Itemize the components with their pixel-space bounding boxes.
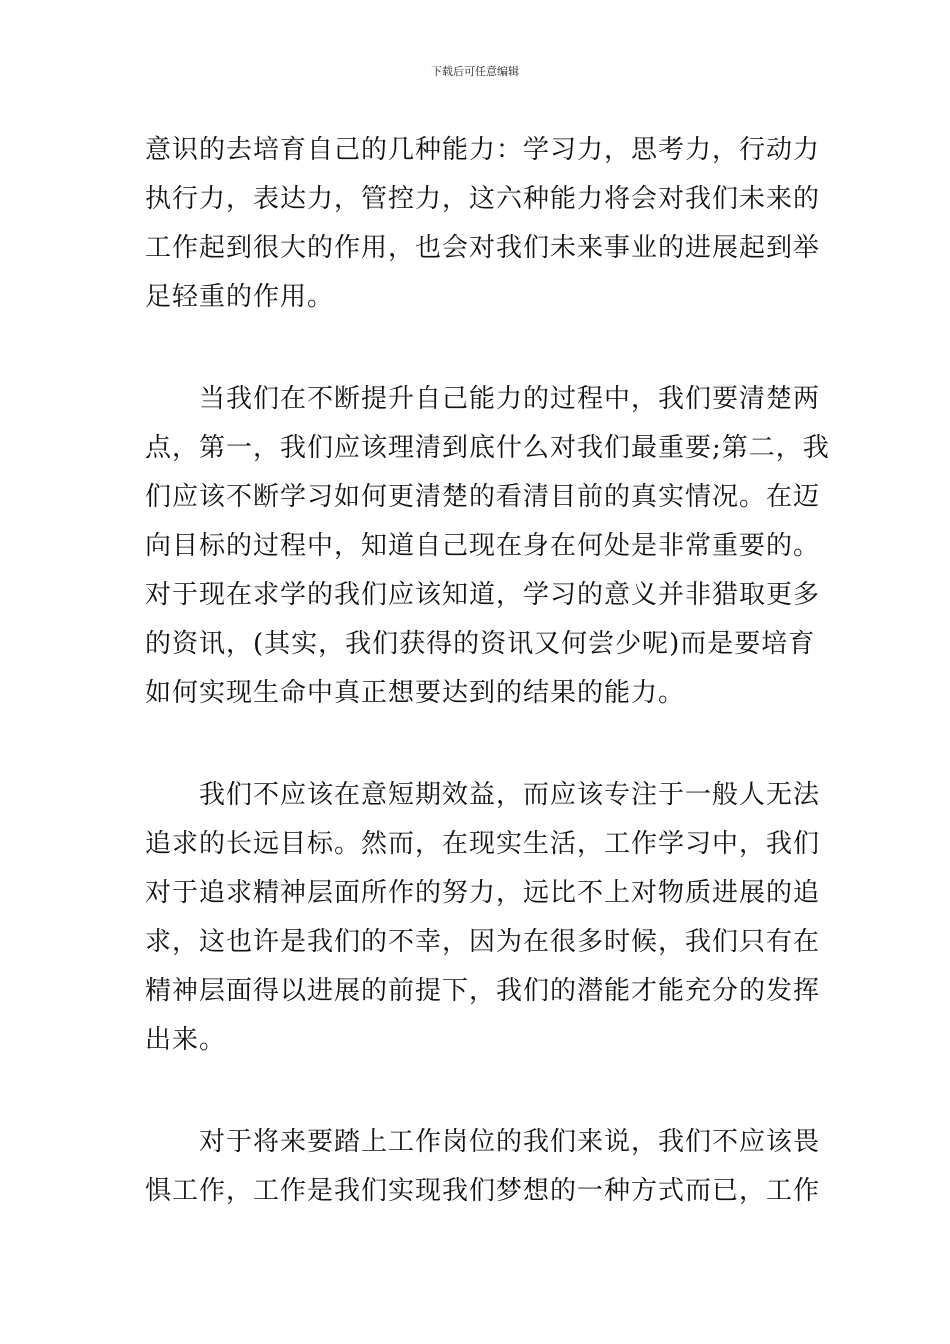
text-line: 求，这也许是我们的不幸，因为在很多时候，我们只有在 bbox=[145, 927, 821, 957]
text-line: 如何实现生命中真正想要达到的结果的能力。 bbox=[145, 678, 686, 708]
text-line: 当我们在不断提升自己能力的过程中，我们要清楚两 bbox=[199, 384, 821, 414]
text-line: 意识的去培育自己的几种能力：学习力，思考力，行动力 bbox=[145, 135, 821, 165]
text-line: 惧工作，工作是我们实现我们梦想的一种方式而已，工作 bbox=[145, 1176, 821, 1206]
paragraph-1 bbox=[145, 126, 821, 322]
text-line: 的资讯，(其实，我们获得的资讯又何尝少呢)而是要培育 bbox=[145, 629, 816, 659]
text-line: 精神层面得以进展的前提下，我们的潜能才能充分的发挥 bbox=[145, 976, 821, 1006]
text-line: 点，第一，我们应该理清到底什么对我们最重要;第二，我 bbox=[145, 433, 830, 463]
paragraph-spacer bbox=[145, 322, 807, 375]
paragraph-spacer bbox=[145, 1065, 807, 1118]
text-line: 对于将来要踏上工作岗位的我们来说，我们不应该畏 bbox=[199, 1127, 821, 1157]
text-line: 向目标的过程中，知道自己现在身在何处是非常重要的。 bbox=[145, 531, 821, 561]
paragraph-spacer bbox=[145, 718, 807, 771]
paragraph-2 bbox=[145, 375, 830, 718]
text-line: 出来。 bbox=[145, 1025, 227, 1055]
text-line: 对于现在求学的我们应该知道，学习的意义并非猎取更多 bbox=[145, 580, 821, 610]
text-line: 们应该不断学习如何更清楚的看清目前的真实情况。在迈 bbox=[145, 482, 821, 512]
text-line: 对于追求精神层面所作的努力，远比不上对物质进展的追 bbox=[145, 878, 821, 908]
text-line: 足轻重的作用。 bbox=[145, 282, 335, 312]
page-header: 下载后可任意编辑 bbox=[431, 65, 519, 78]
text-line: 追求的长远目标。然而，在现实生活，工作学习中，我们 bbox=[145, 829, 821, 859]
paragraph-3 bbox=[145, 771, 821, 1065]
paragraph-4 bbox=[145, 1118, 821, 1216]
text-line: 我们不应该在意短期效益，而应该专注于一般人无法 bbox=[199, 780, 821, 810]
document-body bbox=[145, 126, 830, 1216]
text-line: 工作起到很大的作用，也会对我们未来事业的进展起到举 bbox=[145, 233, 821, 263]
text-line: 执行力，表达力，管控力，这六种能力将会对我们未来的 bbox=[145, 184, 821, 214]
